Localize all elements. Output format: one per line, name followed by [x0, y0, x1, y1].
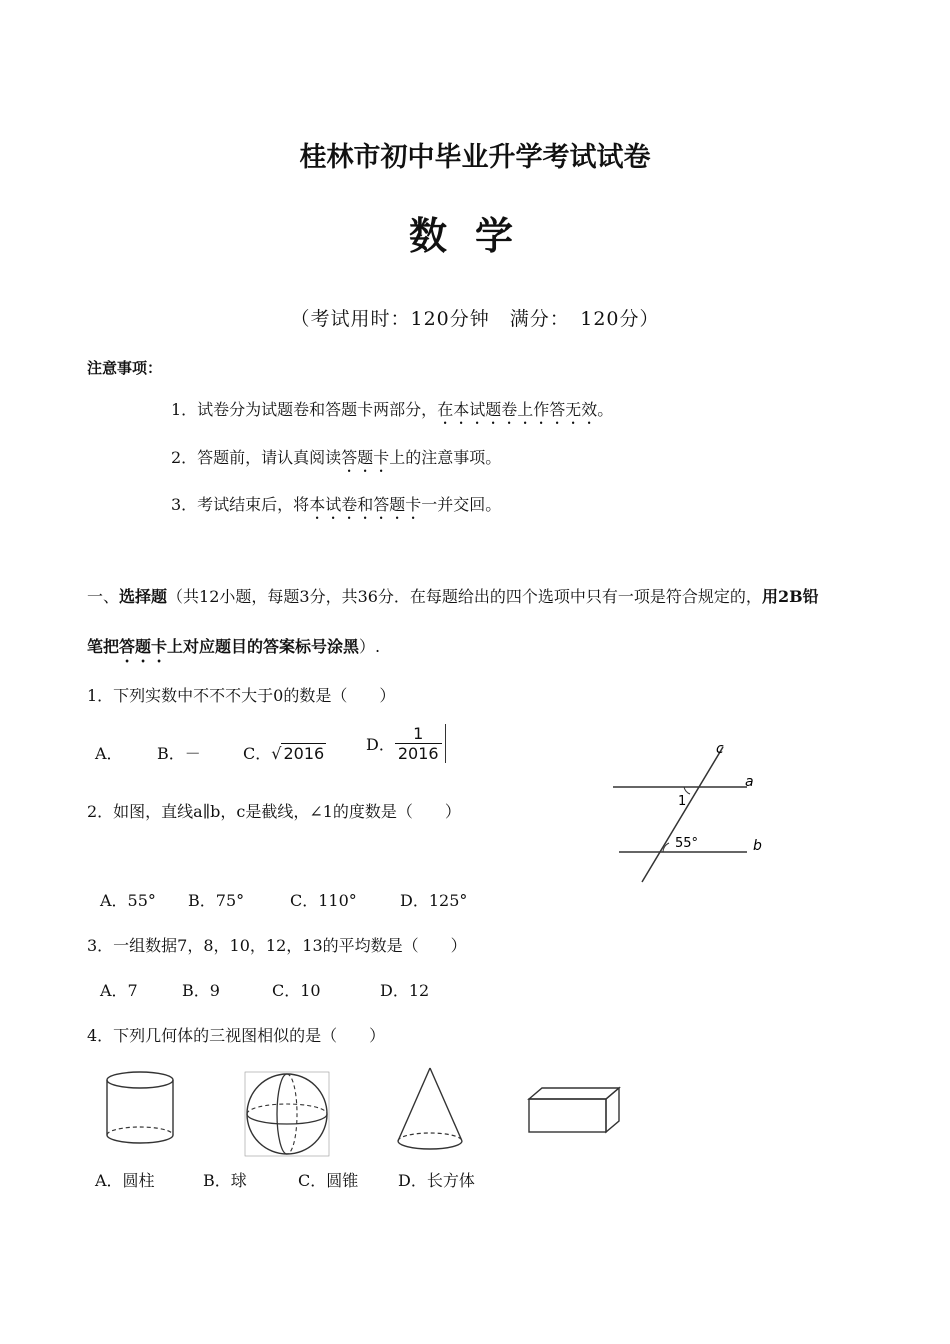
notice-heading: 注意事项： [87, 359, 163, 377]
notice-item-3: 3．考试结束后，将本试卷和答题卡一并交回。 [171, 495, 502, 514]
notice-item-1: 1．试卷分为试题卷和答题卡两部分，在本试题卷上作答无效。 [171, 400, 614, 419]
q2-option-d: D．125° [400, 891, 468, 910]
q1-option-c: C．√ 2016 [243, 744, 325, 763]
exam-info: （考试用时：120分钟 满分： 120分） [290, 308, 660, 330]
question-4-stem: 4．下列几何体的三视图相似的是（ ） [87, 1026, 386, 1045]
label-angle-55: 55° [675, 836, 699, 851]
section-heading-line2: 笔把答题卡上对应题目的答案标号涂黑）. [87, 637, 381, 656]
cone-figure [390, 1063, 470, 1155]
q1-option-b: B．－ [157, 744, 201, 763]
q4-option-c: C．圆锥 [298, 1171, 359, 1190]
sqrt-expression: √ 2016 [271, 744, 325, 763]
question-1-stem: 1．下列实数中不不不大于0的数是（ ） [87, 686, 396, 705]
angle-1-arc [684, 787, 690, 794]
sphere-figure [240, 1067, 335, 1162]
q4-option-d: D．长方体 [398, 1171, 475, 1190]
cuboid-figure [524, 1083, 624, 1138]
q2-option-a: A．55° [100, 891, 156, 910]
q3-option-d: D．12 [380, 981, 430, 1000]
label-angle-1: 1 [678, 794, 687, 809]
q2-option-b: B．75° [188, 891, 245, 910]
subject-title: 数学 [408, 213, 541, 258]
q1-option-d: D． $\frac{1}{2016}$ [366, 724, 446, 763]
section-heading: 一、选择题（共12小题，每题3分，共36分．在每题给出的四个选项中只有一项是符合规定的，用2B铅 [87, 587, 819, 606]
exam-title: 桂林市初中毕业升学考试试卷 [299, 142, 651, 173]
label-c: c [716, 741, 724, 757]
q3-option-c: C．10 [272, 981, 321, 1000]
parallel-lines-figure [605, 735, 775, 890]
q4-option-b: B．球 [203, 1171, 247, 1190]
q3-option-b: B．9 [182, 981, 220, 1000]
label-b: b [753, 838, 762, 854]
q4-option-a: A．圆柱 [95, 1171, 155, 1190]
notice-item-2: 2．答题前，请认真阅读答题卡上的注意事项。 [171, 448, 502, 467]
fraction: $\frac{1}{2016}$ [395, 724, 446, 763]
line-c [642, 747, 723, 882]
label-a: a [745, 774, 754, 790]
q2-option-c: C．110° [290, 891, 357, 910]
q1-option-a: A． [95, 744, 123, 763]
cylinder-figure [100, 1065, 185, 1155]
q3-option-a: A．7 [100, 981, 138, 1000]
question-3-stem: 3．一组数据7，8，10，12，13的平均数是（ ） [87, 936, 467, 955]
question-2-stem: 2．如图，直线a∥b，c是截线，∠1的度数是（ ） [87, 802, 461, 821]
